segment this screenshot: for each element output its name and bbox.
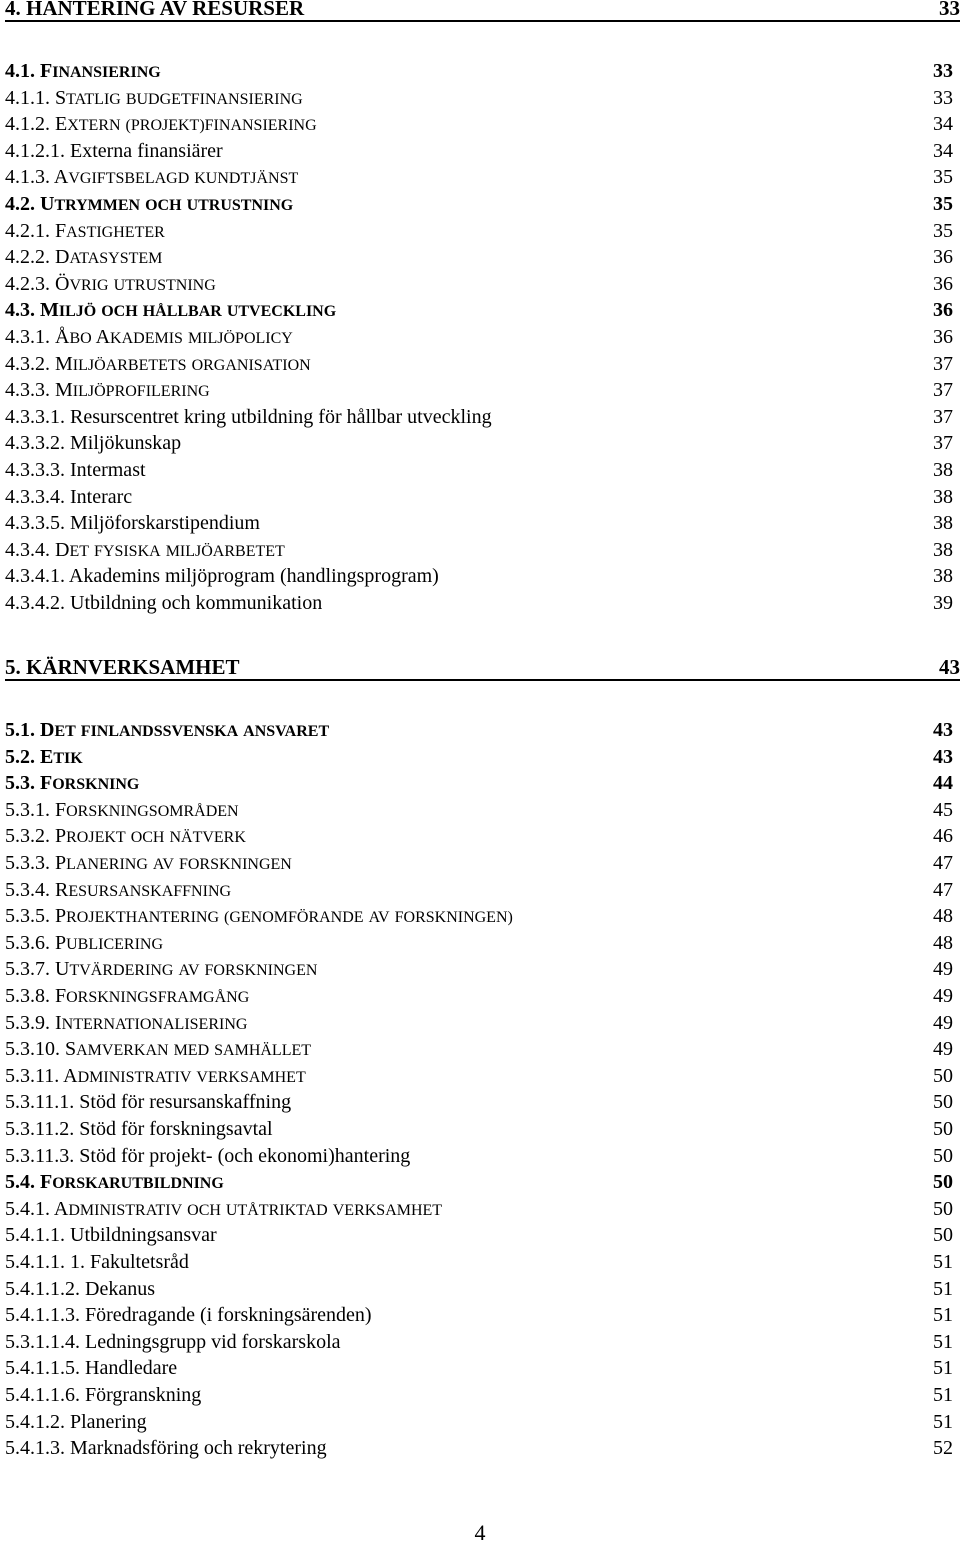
toc-entry[interactable] bbox=[5, 431, 953, 455]
toc-entry-page: 51 bbox=[933, 1277, 953, 1300]
toc-entry-page: 50 bbox=[933, 1144, 953, 1167]
toc-entry-page: 36 bbox=[933, 272, 953, 295]
toc-entry[interactable] bbox=[5, 59, 953, 85]
toc-entry[interactable] bbox=[5, 591, 953, 615]
toc-entry-title: 4.3.2. MILJÖARBETETS ORGANISATION bbox=[5, 352, 311, 375]
page-number: 4 bbox=[474, 1520, 486, 1545]
toc-entry[interactable] bbox=[5, 771, 953, 797]
toc-entry[interactable] bbox=[5, 1197, 953, 1223]
toc-entry-page: 34 bbox=[933, 113, 953, 136]
toc-entry[interactable] bbox=[5, 139, 953, 163]
toc-entry[interactable] bbox=[5, 798, 953, 824]
toc-entry-title: 5.3.11.3. Stöd för projekt- (och ekonomi)hantering bbox=[5, 1144, 411, 1167]
toc-entry-title: 5.4.1. ADMINISTRATIV OCH UTÅTRIKTAD VERKSAMHET bbox=[5, 1197, 443, 1220]
toc-entry[interactable] bbox=[5, 192, 953, 218]
toc-entry-title: 4.1.3. AVGIFTSBELAGD KUNDTJÄNST bbox=[5, 166, 299, 189]
toc-entry[interactable] bbox=[5, 511, 953, 535]
toc-entry[interactable] bbox=[5, 112, 953, 138]
toc-entry-page: 51 bbox=[933, 1357, 953, 1380]
toc-entry-page: 51 bbox=[933, 1304, 953, 1327]
toc-entry[interactable] bbox=[5, 245, 953, 271]
toc-entry-title: 5.3.4. RESURSANSKAFFNING bbox=[5, 878, 232, 901]
toc-entry-title: 4.3.3.4. Interarc bbox=[5, 485, 133, 508]
toc-entry-title: 5.2. ETIK bbox=[5, 745, 83, 768]
toc-entry-page: 46 bbox=[933, 825, 953, 848]
toc-entry-page: 37 bbox=[933, 432, 953, 455]
toc-entry-title: 5.3.1.1.4. Ledningsgrupp vid forskarskola bbox=[5, 1330, 341, 1353]
toc-entry[interactable] bbox=[5, 851, 953, 877]
toc-entry[interactable] bbox=[5, 458, 953, 482]
toc-entry[interactable] bbox=[5, 1223, 953, 1247]
toc-entry-title: 4.3.3.1. Resurscentret kring utbildning för hållbar utveckling bbox=[5, 405, 492, 428]
toc-entry-page: 52 bbox=[933, 1437, 953, 1460]
toc-entry-title: 5.4. FORSKARUTBILDNING bbox=[5, 1171, 224, 1194]
toc-entry-title: 4. HANTERING AV RESURSER bbox=[5, 0, 305, 20]
toc-entry-page: 48 bbox=[933, 905, 953, 928]
toc-entry[interactable] bbox=[5, 1303, 953, 1327]
toc-entry-title: 4.1.2.1. Externa finansiärer bbox=[5, 139, 223, 162]
toc-entry-page: 37 bbox=[933, 379, 953, 402]
toc-entry-page: 47 bbox=[933, 878, 953, 901]
toc-entry-page: 51 bbox=[933, 1384, 953, 1406]
toc-entry[interactable] bbox=[5, 165, 953, 191]
toc-entry-page: 33 bbox=[939, 0, 960, 20]
toc-entry[interactable] bbox=[5, 1170, 953, 1196]
toc-entry-title: 5.4.1.1.2. Dekanus bbox=[5, 1277, 155, 1300]
toc-entry-page: 43 bbox=[933, 719, 953, 741]
toc-entry-page: 38 bbox=[933, 565, 953, 588]
toc-entry[interactable] bbox=[5, 1436, 953, 1460]
toc-entry-title: 5.3.11.2. Stöd för forskningsavtal bbox=[5, 1118, 273, 1140]
toc-entry[interactable] bbox=[5, 1277, 953, 1301]
toc-entry-page: 36 bbox=[933, 326, 953, 348]
toc-entry[interactable] bbox=[5, 1011, 953, 1037]
toc-entry-page: 39 bbox=[933, 592, 953, 614]
toc-entry-title: 4.3.4.1. Akademins miljöprogram (handlingsprogram) bbox=[5, 565, 439, 588]
toc-entry[interactable] bbox=[5, 655, 960, 681]
toc-entry[interactable] bbox=[5, 325, 953, 351]
toc-entry-page: 34 bbox=[933, 139, 953, 162]
toc-entry[interactable] bbox=[5, 1250, 953, 1274]
toc-entry-page: 50 bbox=[933, 1118, 953, 1140]
toc-entry-page: 51 bbox=[933, 1330, 953, 1353]
toc-entry[interactable] bbox=[5, 718, 953, 744]
toc-entry-title: 5.3.2. PROJEKT OCH NÄTVERK bbox=[5, 825, 246, 848]
toc-entry-title: 4.3.3.3. Intermast bbox=[5, 459, 146, 481]
toc-entry[interactable] bbox=[5, 86, 953, 112]
toc-entry-title: 4.2.2. DATASYSTEM bbox=[5, 246, 163, 269]
toc-entry-title: 4.1.1. STATLIG BUDGETFINANSIERING bbox=[5, 86, 303, 109]
toc-entry-page: 36 bbox=[933, 299, 953, 322]
toc-entry[interactable] bbox=[5, 0, 960, 22]
toc-entry-title: 5.3.11.1. Stöd för resursanskaffning bbox=[5, 1091, 292, 1114]
toc-entry-page: 44 bbox=[933, 772, 953, 795]
toc-entry-title: 5.4.1.1. Utbildningsansvar bbox=[5, 1224, 217, 1247]
toc-entry[interactable] bbox=[5, 904, 953, 930]
toc-entry-title: 5.3.8. FORSKNINGSFRAMGÅNG bbox=[5, 985, 250, 1007]
toc-entry-page: 49 bbox=[933, 1038, 953, 1061]
toc-entry-title: 5.3.9. INTERNATIONALISERING bbox=[5, 1011, 248, 1034]
toc-entry-page: 33 bbox=[933, 86, 953, 109]
toc-entry-page: 49 bbox=[933, 958, 953, 981]
toc-entry[interactable] bbox=[5, 1330, 953, 1354]
toc-entry-page: 49 bbox=[933, 985, 953, 1007]
toc-entry-page: 43 bbox=[933, 745, 953, 768]
toc-entry[interactable] bbox=[5, 1144, 953, 1168]
toc-entry-page: 37 bbox=[933, 405, 953, 428]
toc-entry-title: 4.1.2. EXTERN (PROJEKT)FINANSIERING bbox=[5, 113, 317, 136]
toc-entry[interactable] bbox=[5, 564, 953, 588]
toc-entry-title: 4.2.3. ÖVRIG UTRUSTNING bbox=[5, 272, 216, 295]
toc-entry-page: 50 bbox=[933, 1091, 953, 1114]
toc-entry-page: 38 bbox=[933, 459, 953, 481]
toc-entry-title: 4.3. MILJÖ OCH HÅLLBAR UTVECKLING bbox=[5, 299, 337, 322]
toc-entry[interactable] bbox=[5, 219, 953, 245]
toc-entry-page: 33 bbox=[933, 60, 953, 82]
toc-entry-page: 43 bbox=[939, 655, 960, 679]
toc-entry-page: 50 bbox=[933, 1224, 953, 1247]
toc-entry[interactable] bbox=[5, 824, 953, 850]
toc-entry-page: 50 bbox=[933, 1064, 953, 1087]
toc-entry-page: 38 bbox=[933, 538, 953, 561]
toc-entry[interactable] bbox=[5, 1117, 953, 1141]
toc-entry-page: 50 bbox=[933, 1197, 953, 1220]
toc-entry-page: 48 bbox=[933, 931, 953, 954]
toc-entry-title: 5.3.6. PUBLICERING bbox=[5, 931, 164, 954]
toc-entry-page: 35 bbox=[933, 193, 953, 215]
toc-entry-title: 5.3.11. ADMINISTRATIV VERKSAMHET bbox=[5, 1064, 306, 1087]
toc-entry-title: 5.4.1.1. 1. Fakultetsråd bbox=[5, 1251, 189, 1273]
toc-entry-page: 35 bbox=[933, 219, 953, 242]
toc-entry[interactable] bbox=[5, 931, 953, 957]
toc-entry-title: 4.3.3.5. Miljöforskarstipendium bbox=[5, 512, 260, 535]
toc-entry[interactable] bbox=[5, 485, 953, 509]
toc-entry-title: 5.3.5. PROJEKTHANTERING (GENOMFÖRANDE AV FORSKNINGEN) bbox=[5, 905, 513, 928]
toc-entry-page: 38 bbox=[933, 512, 953, 535]
toc-entry-title: 5.1. DET FINLANDSSVENSKA ANSVARET bbox=[5, 719, 330, 741]
toc-entry[interactable] bbox=[5, 405, 953, 429]
toc-entry[interactable] bbox=[5, 745, 953, 771]
toc-entry[interactable] bbox=[5, 352, 953, 378]
toc-entry-title: 5.4.1.1.6. Förgranskning bbox=[5, 1384, 202, 1406]
toc-entry-page: 45 bbox=[933, 798, 953, 821]
toc-entry-page: 35 bbox=[933, 166, 953, 189]
toc-entry-page: 36 bbox=[933, 246, 953, 269]
toc-entry-title: 5.4.1.3. Marknadsföring och rekrytering bbox=[5, 1437, 327, 1460]
toc-entry-title: 5.3.7. UTVÄRDERING AV FORSKNINGEN bbox=[5, 958, 318, 981]
toc-entry[interactable] bbox=[5, 272, 953, 298]
toc-entry[interactable] bbox=[5, 984, 953, 1010]
toc-entry[interactable] bbox=[5, 878, 953, 904]
toc-entry-title: 5.3.10. SAMVERKAN MED SAMHÄLLET bbox=[5, 1038, 312, 1061]
toc-entry-page: 37 bbox=[933, 352, 953, 375]
toc-entry-title: 5. KÄRNVERKSAMHET bbox=[5, 655, 240, 679]
toc-entry-title: 4.3.4.2. Utbildning och kommunikation bbox=[5, 592, 323, 614]
toc-entry[interactable] bbox=[5, 1383, 953, 1407]
toc-entry[interactable] bbox=[5, 1090, 953, 1114]
toc-entry[interactable] bbox=[5, 378, 953, 404]
toc-entry[interactable] bbox=[5, 1356, 953, 1380]
toc-entry-title: 5.4.1.2. Planering bbox=[5, 1410, 147, 1433]
toc-entry[interactable] bbox=[5, 957, 953, 983]
toc-entry-title: 4.3.4. DET FYSISKA MILJÖARBETET bbox=[5, 538, 285, 561]
toc-entry-title: 4.1. FINANSIERING bbox=[5, 60, 161, 82]
toc-entry[interactable] bbox=[5, 298, 953, 324]
toc-entry-title: 4.3.3.2. Miljökunskap bbox=[5, 432, 182, 455]
toc-entry-page: 51 bbox=[933, 1410, 953, 1433]
toc-entry-title: 4.3.1. ÅBO AKADEMIS MILJÖPOLICY bbox=[5, 326, 293, 348]
toc-entry-title: 5.3.1. FORSKNINGSOMRÅDEN bbox=[5, 798, 239, 821]
toc-entry-page: 38 bbox=[933, 485, 953, 508]
toc-entry-title: 5.4.1.1.3. Föredragande (i forskningsärenden) bbox=[5, 1304, 372, 1327]
toc-entry[interactable] bbox=[5, 1037, 953, 1063]
toc-entry-page: 51 bbox=[933, 1251, 953, 1273]
toc-entry[interactable] bbox=[5, 538, 953, 564]
toc-entry-page: 47 bbox=[933, 852, 953, 874]
toc-entry[interactable] bbox=[5, 1410, 953, 1434]
toc-entry-title: 5.3.3. PLANERING AV FORSKNINGEN bbox=[5, 852, 292, 874]
toc-entry-title: 4.2.1. FASTIGHETER bbox=[5, 219, 165, 242]
toc-entry-title: 5.4.1.1.5. Handledare bbox=[5, 1357, 178, 1380]
toc-entry-page: 50 bbox=[933, 1171, 953, 1194]
toc-entry-title: 4.2. UTRYMMEN OCH UTRUSTNING bbox=[5, 193, 294, 215]
toc-entry-page: 49 bbox=[933, 1011, 953, 1034]
toc-entry-title: 5.3. FORSKNING bbox=[5, 772, 140, 795]
toc-entry-title: 4.3.3. MILJÖPROFILERING bbox=[5, 379, 210, 402]
toc-entry[interactable] bbox=[5, 1064, 953, 1090]
